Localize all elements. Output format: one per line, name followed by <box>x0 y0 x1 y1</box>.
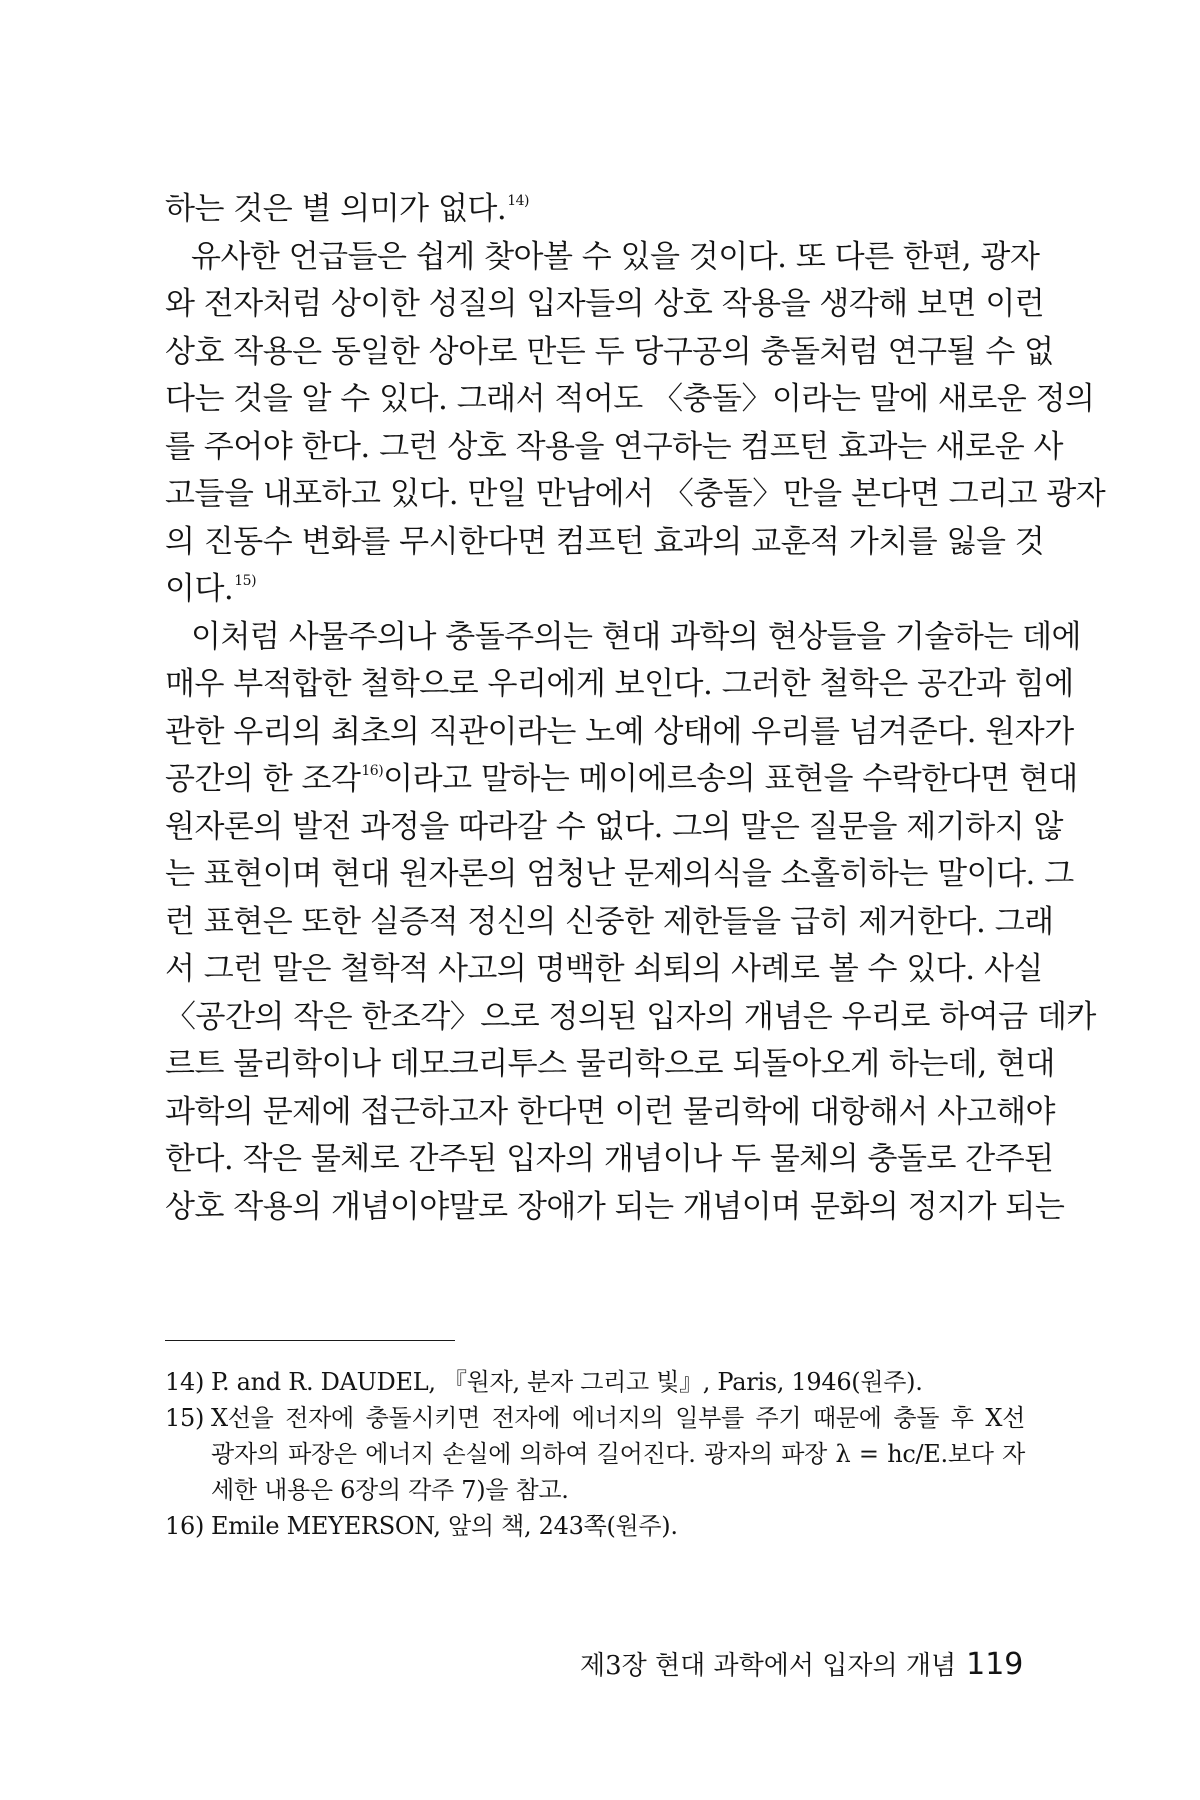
footnote-15 <box>165 1400 1025 1508</box>
chapter-title: 제3장 현대 과학에서 입자의 개념 <box>580 1651 957 1681</box>
footnote-ref-15: 15) <box>234 573 257 589</box>
footnote-14 <box>165 1364 1025 1400</box>
text-line: 이처럼 사물주의나 충돌주의는 현대 과학의 현상들을 기술하는 데에 <box>191 618 1081 655</box>
text-line: 다는 것을 알 수 있다. 그래서 적어도 〈충돌〉이라는 말에 새로운 정의 <box>165 381 1095 417</box>
text-line: 는 표현이며 현대 원자론의 엄청난 문제의식을 소홀히하는 말이다. 그 <box>165 856 1074 892</box>
footnote-text: Emile MEYERSON, 앞의 책, 243쪽(원주). <box>211 1512 678 1540</box>
text-line: 와 전자처럼 상이한 성질의 입자들의 상호 작용을 생각해 보면 이런 <box>165 286 1045 322</box>
footnote-16 <box>165 1508 1025 1544</box>
footnote-number: 15) <box>165 1404 205 1432</box>
footnote-ref-14: 14) <box>507 193 530 209</box>
text-line: 〈공간의 작은 한조각〉으로 정의된 입자의 개념은 우리로 하여금 데카 <box>165 998 1096 1035</box>
text-line: 공간의 한 조각$^{16)}$이라고 말하는 메이에르송의 표현을 수락한다면 현대 <box>165 761 1078 797</box>
footnote-divider <box>165 1340 455 1341</box>
footnote-text: X선을 전자에 충돌시키면 전자에 에너지의 일부를 주기 때문에 충돌 후 X선 <box>211 1404 1025 1432</box>
text-line: 한다. 작은 물체로 간주된 입자의 개념이나 두 물체의 충돌로 간주된 <box>165 1141 1054 1177</box>
text-line: 원자론의 발전 과정을 따라갈 수 없다. 그의 말은 질문을 제기하지 않 <box>165 808 1063 845</box>
footnote-number: 14) <box>165 1368 205 1396</box>
text-line: 매우 부적합한 철학으로 우리에게 보인다. 그러한 철학은 공간과 힘에 <box>165 666 1074 702</box>
text-line: 관한 우리의 최초의 직관이라는 노예 상태에 우리를 넘겨준다. 원자가 <box>165 713 1074 750</box>
text-line: 이다.$^{15)}$ <box>165 571 257 607</box>
footnotes <box>165 1364 1025 1544</box>
text-line: 르트 물리학이나 데모크리투스 물리학으로 되돌아오게 하는데, 현대 <box>165 1046 1055 1082</box>
body-text <box>165 186 1106 1231</box>
text-line: 과학의 문제에 접근하고자 한다면 이런 물리학에 대항해서 사고해야 <box>165 1093 1055 1130</box>
text-line: 하는 것은 별 의미가 없다.$^{14)}$ <box>165 191 530 227</box>
text-line: 의 진동수 변화를 무시한다면 컴프턴 효과의 교훈적 가치를 잃을 것 <box>165 523 1045 560</box>
text-line: 고들을 내포하고 있다. 만일 만남에서 〈충돌〉만을 본다면 그리고 광자 <box>165 476 1106 512</box>
footnote-text: P. and R. DAUDEL, 『원자, 분자 그리고 빛』, Paris, 1946(원주). <box>211 1368 923 1396</box>
footnote-text: 세한 내용은 6장의 각주 7)을 참고. <box>211 1476 569 1504</box>
text-line: 런 표현은 또한 실증적 정신의 신중한 제한들을 급히 제거한다. 그래 <box>165 903 1054 940</box>
text-line: 서 그런 말은 철학적 사고의 명백한 쇠퇴의 사례로 볼 수 있다. 사실 <box>165 951 1043 987</box>
footnote-text: 광자의 파장은 에너지 손실에 의하여 길어진다. 광자의 파장 λ = hc/E.보다 자 <box>211 1440 1025 1468</box>
page-number: 119 <box>966 1647 1024 1682</box>
footnote-number: 16) <box>165 1512 205 1540</box>
text-line: 유사한 언급들은 쉽게 찾아볼 수 있을 것이다. 또 다른 한편, 광자 <box>191 238 1040 275</box>
text-line: 상호 작용은 동일한 상아로 만든 두 당구공의 충돌처럼 연구될 수 없 <box>165 333 1054 370</box>
text-line: 상호 작용의 개념이야말로 장애가 되는 개념이며 문화의 정지가 되는 <box>165 1188 1065 1225</box>
text-line: 를 주어야 한다. 그런 상호 작용을 연구하는 컴프턴 효과는 새로운 사 <box>165 428 1063 465</box>
footnote-ref-16: 16) <box>361 763 384 779</box>
running-footer <box>580 1645 1024 1686</box>
